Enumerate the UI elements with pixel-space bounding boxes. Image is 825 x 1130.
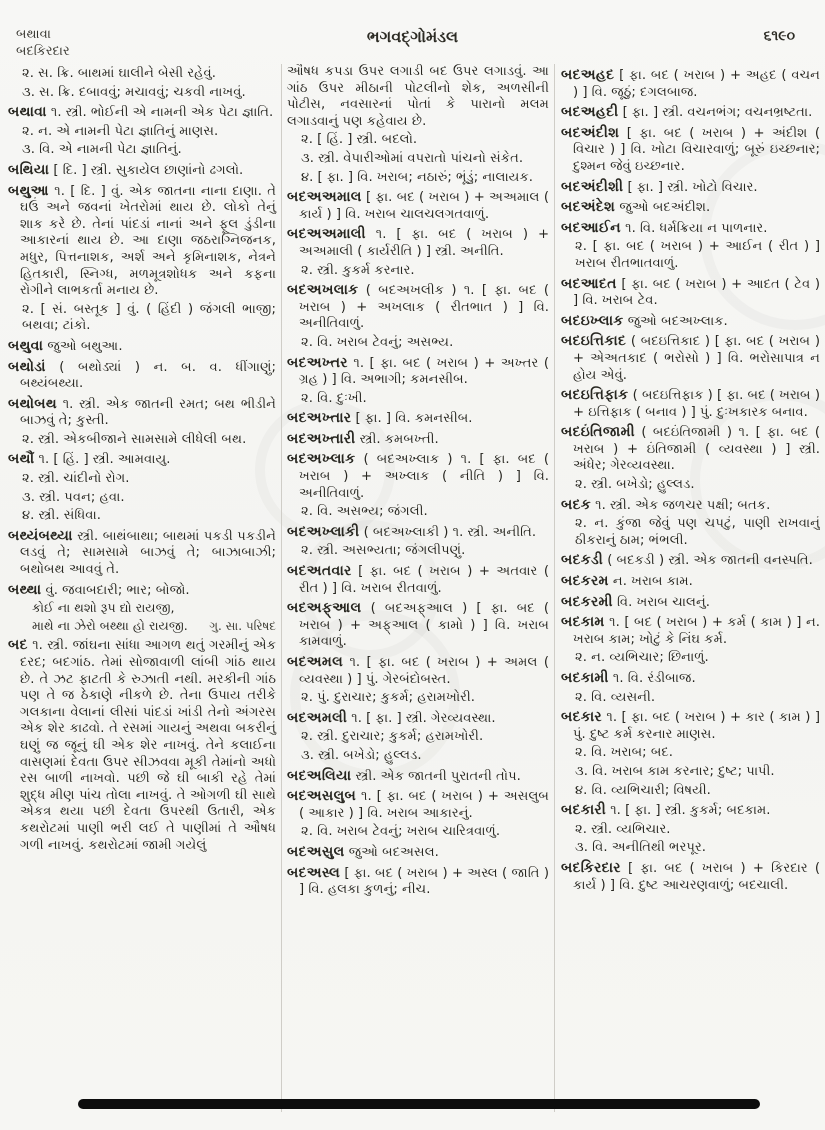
page-number: ૬૧૯૦ (763, 28, 795, 44)
headword: બદઅમલી (287, 709, 348, 726)
headword: બદકરમી (561, 593, 613, 610)
headword: બદઆદત (561, 275, 617, 292)
dictionary-line: ૩. વિ. ખરાબ કામ કરનાર; દુષ્ટ; પાપી. (575, 763, 775, 779)
dictionary-entry: બથૌં ૧. [ હિં. ] સ્ત્રી. આમવાયુ. (8, 451, 171, 468)
headword: બદઅસલુબ (287, 788, 357, 805)
dictionary-entry: બદઅલિયા સ્ત્રી. એક જાતની પુરાતની તોપ. (287, 767, 521, 784)
headword: બદઇખ્લાક (561, 312, 624, 329)
dictionary-line: ૨. વિ. ખરાબ ટેવનું; ખરાબ ચારિત્રવાળું. (301, 824, 501, 840)
dictionary-entry: બદઅખ્તર ૧. [ ફા. બદ ( ખરાબ ) + અખ્તર ( ગ્રહ ) ] વિ. અભાગી; કમનસીબ. (287, 354, 549, 388)
headword: બદઅખ્તારી (287, 430, 356, 447)
dictionary-entry: બદઅસ્લ [ ફા. બદ ( ખરાબ ) + અસ્લ ( જાતિ ) ] વિ. હલકા કુળનું; નીચ. (287, 864, 550, 898)
dictionary-line: ૨. [ સં. બસ્તૂક ] વું. ( હિંદી ) જંગલી ભાજી; બથવા; ટાંકો. (22, 301, 276, 334)
headword: બદઅઅમાલી (287, 226, 366, 243)
headword: બદકામી (561, 670, 609, 686)
dictionary-entry: બદઅંદીશ [ ફા. બદ ( ખરાબ ) + અંદીશ ( વિચાર ) ] વિ. ખોટા વિચારવાળું; બૂરું ઇચ્છનાર; દુશ્મન જેવું ઇચ્છનાર. (561, 124, 820, 174)
dictionary-entry: બદઅખલાક ( બદઅખલીક ) ૧. [ ફા. બદ ( ખરાબ ) + અખલાક ( રીતભાત ) ] વિ. અનીતિવાળું. (287, 282, 549, 332)
dictionary-line: ૨. [ હિં. ] સ્ત્રી. બદલો. (301, 132, 418, 148)
dictionary-entry: બથોબથ ૧. સ્ત્રી. એક જાતની રમત; બથ ભીડીને બાઝવું તે; કુસ્તી. (8, 395, 276, 429)
column-3 (554, 64, 820, 1112)
page-title: ભગવદ્ગોમંડલ (366, 27, 459, 46)
dictionary-entry: બદઅખ્તારી સ્ત્રી. કમબખ્તી. (287, 430, 439, 447)
headword: બદઅહદ (561, 67, 615, 83)
dictionary-line: ૨. પું. દુરાચાર; કુકર્મ; હરામખોરી. (301, 690, 475, 706)
column-2 (281, 64, 554, 1112)
citation-source: ગુ. સા. પરિષદ (209, 618, 276, 633)
dictionary-entry: બથોડાં ( બથોડ્યાં ) ન. બ. વ. ધીંગાણું; બથ્યંબથ્યા. (8, 358, 276, 392)
headword: બદઅઅમાલ (287, 189, 362, 206)
dictionary-entry: બથુવા જુઓ બથુઆ. (8, 337, 123, 354)
dictionary-line: માથે ના ઝેરો બથ્થા હો રાયજી. ગુ. સા. પરિષદ (32, 617, 276, 633)
headword: બદઅખલાક (287, 282, 359, 299)
dictionary-line: ૩. સ્ત્રી. પવન; હવા. (22, 489, 125, 505)
dictionary-line: ૪. વિ. વ્યભિચારી; વિષયી. (575, 782, 711, 798)
headword: બદઇત્તિફાક (561, 387, 629, 404)
dictionary-entry: બદઇંતિજામી ( બદઇંતિજામી ) ૧. [ ફા. બદ ( ખરાબ ) + ઇંતિજામી ( વ્યવસ્થા ) ] સ્ત્રી. અંધેર; ગેરવ્યવસ્થા. (561, 424, 820, 474)
dictionary-line: ૨. સ્ત્રી. એકબીજાને સામસામે લીધેલી બથ. (22, 431, 247, 447)
headword: બદઅંદેશ (561, 199, 616, 216)
headword: બથુવા (8, 337, 44, 354)
dictionary-line: ૨. વિ. વ્યસની. (575, 689, 656, 705)
headword: બદઅખ્તાર (287, 410, 352, 427)
headword: બદઅંદીશ (561, 124, 620, 141)
dictionary-line: ૨. સ્ત્રી. બખેડો; હુલ્લડ. (575, 477, 695, 493)
dictionary-entry: બદકરમી વિ. ખરાબ ચાલનું. (561, 593, 710, 610)
dictionary-entry: બદઅહદ [ ફા. બદ ( ખરાબ ) + અહદ ( વચન ) ] વિ. જૂઠું; દગલબાજ. (561, 67, 820, 100)
dictionary-line: ૨. સ્ત્રી. દુરાચાર; કુકર્મ; હરામખોરી. (301, 729, 484, 745)
dictionary-line: ૨. સ્ત્રી. ચાંદીનો રોગ. (22, 471, 130, 487)
dictionary-line: ૩. સ. ક્રિ. દબાવવું; મચાવવું; ચકવી નાખવું. (22, 84, 246, 100)
dictionary-entry: બદઅસુલ જુઓ બદઅસલ. (287, 843, 439, 860)
headword: બદઆઈન (561, 219, 621, 236)
dictionary-entry: બદઇત્તિફાક ( બદઇત્તિફાક ) [ ફા. બદ ( ખરાબ ) + ઇત્તિફાક ( બનાવ ) ] પું. દુઃખકારક બનાવ. (561, 387, 820, 420)
dictionary-entry: બદઅખ્લાક ( બદઅખ્લાક ) ૧. [ ફા. બદ ( ખરાબ ) + અખ્લાક ( નીતિ ) ] વિ. અનીતિવાળું. (287, 451, 549, 501)
dictionary-entry: બથાવા ૧. સ્ત્રી. ભોઈની એ નામની એક પેટા જ્ઞાતિ. (8, 104, 274, 121)
guide-word-top: બથાવા (16, 27, 51, 42)
dictionary-line: ઔષધ કપડા ઉપર લગાડી બદ ઉપર લગાડવું. આ ગાંઠ ઉપર મીઠાની પોટલીનો શેક, અળસીની પોટીસ, નવસારનાં પોતાં કે પારાનો મલમ લગાડવાનું પણ કહેવાય છે. (287, 64, 549, 129)
dictionary-entry: બદઅમલ ૧. [ ફા. બદ ( ખરાબ ) + અમલ ( વ્યવસ્થા ) ] પું. ગેરબંદોબસ્ત. (287, 654, 549, 687)
dictionary-entry: બદઅંદેશ જુઓ બદઅંદીશ. (561, 199, 711, 216)
headword: બદકામ (561, 614, 605, 631)
dictionary-entry: બદઅખ્લાકી ( બદઅખ્લાકી ) ૧. સ્ત્રી. અનીતિ. (287, 523, 537, 540)
dictionary-entry: બદકિરદાર [ ફા. બદ ( ખરાબ ) + કિરદાર ( કાર્ય ) ] વિ. દુષ્ટ આચરણવાળું; બદચાલી. (561, 859, 820, 893)
headword: બદકારી (561, 802, 607, 819)
dictionary-entry: બદ ૧. સ્ત્રી. જાંઘના સાંધા આગળ થતું ગરમીનું એક દરદ; બદગાંઠ. તેમાં સોજાવાળી લાંબી ગાંઠ થાય છે. તે ઝટ ફાટતી કે રુઝાતી નથી. મરકીની ગાંઠ પણ તે જ ઠેકાણે નીકળે છે. તેના ઉપાય તરીકે ગલકાના વેલાનાં લીસાં પાંદડાં ખાંડી તેનો અંગરસ એક શેર કાઢવો. તે રસમાં ગાયનું અથવા બકરીનું ઘણું જ જૂનું ઘી એક શેર નાખવું. તેને કલાઈના વાસણમાં દેવતા ઉપર સીઝવવા મૂકી તેમાંનો અધો રસ બાળી નાખવો. પછી જે ઘી બાકી રહે તેમાં શુદ્ધ મીણ પાંચ તોલા નાખવું. તે ઓગળી ઘી સાથે એકત્ર થયા પછી દેવતા ઉપરથી ઉતારી, એક કથરોટમાં પાણી ભરી લઈ તે પાણીમાં તે ઔષધ ગળી નાખવું. કથરોટમાં જામી ગયેલું (8, 637, 277, 853)
dictionary-entry: બથ્યંબથ્યા સ્ત્રી. બાથંબાથા; બાથમાં પકડી પકડીને લડવું તે; સામસામે બાઝવું તે; બાઝાબાઝી; બથોબથ આવવું તે. (8, 527, 276, 578)
dictionary-line: ૨. ન. વ્યભિચાર; છિનાળું. (575, 650, 709, 666)
dictionary-line: ૩. વિ. અનીતિથી ભરપૂર. (575, 840, 706, 856)
headword: બથોબથ (8, 395, 57, 412)
headword: બથૌં (8, 451, 35, 468)
dictionary-entry: બદઅફ્આલ ( બદઅફ્આલ ) [ ફા. બદ ( ખરાબ ) + અફ્આલ ( કામો ) ] વિ. ખરાબ કામવાળું. (287, 600, 549, 650)
guide-word-bottom: બદકિરદાર (16, 44, 70, 59)
dictionary-entry: બથિયા [ દિ. ] સ્ત્રી. સુકાયેલ છાણાંનો ઢગલો. (8, 161, 244, 178)
dictionary-line: ૨. સ્ત્રી. અસભ્યતા; જંગલીપણું. (301, 543, 466, 559)
headword: બથુઆ (8, 182, 49, 199)
dictionary-line: ૨. વિ. ખરાબ; બદ. (575, 745, 673, 761)
headword: બદઅસુલ (287, 843, 345, 860)
dictionary-entry: બદઇખ્લાક જુઓ બદઅખ્લાક. (561, 312, 728, 329)
dictionary-line: ૩. સ્ત્રી. બખેડો; હુલ્લડ. (301, 747, 422, 763)
dictionary-entry: બદઅતવાર [ ફા. બદ ( ખરાબ ) + અતવાર ( રીત ) ] વિ. ખરાબ રીતવાળું. (287, 563, 549, 596)
headword: બદઅસ્લ (287, 864, 341, 881)
column-1 (8, 64, 281, 1112)
dictionary-line: ૩. વિ. એ નામની પેટા જ્ઞાતિનું. (22, 142, 182, 158)
headword: બદકિરદાર (561, 859, 621, 876)
dictionary-line: કોઈ ના થશો રૂપ દ્યો રાયજી, (32, 600, 175, 616)
headword: બદઅતવાર (287, 563, 352, 580)
dictionary-entry: બદકડી ( બદકડી ) સ્ત્રી. એક જાતની વનસ્પતિ. (561, 552, 813, 569)
dictionary-entry: બથુઆ ૧. [ દિ. ] વું. એક જાતના નાના દાણા. તે ઘઉં અને જવનાં ખેતરોમાં થાય છે. લોકો તેનું શાક કરે છે. તેનાં પાંદડાં નાનાં અને ફૂલ ડુંડીના આકારનાં થાય છે. આ દાણા જઠરાગ્નિજનક, મધુર, પિત્તનાશક, અર્શ અને કૃમિનાશક, નેત્રને હિતકારી, સ્નિગ્ધ, મળમૂત્રશોધક અને કફના રોગીને લાભકર્તા મનાય છે. (8, 182, 276, 299)
dictionary-line: ૨. સ. ક્રિ. બાથમાં ઘાલીને બેસી રહેવું. (22, 66, 216, 81)
headword: બથોડાં (8, 358, 46, 375)
headword: બદઅહદી (561, 104, 619, 121)
headword: બદઅલિયા (287, 767, 352, 784)
dictionary-entry: બદઅહદી [ ફા. ] સ્ત્રી. વચનભંગ; વચનભ્રષ્ટતા. (561, 104, 813, 121)
dictionary-entry: બદકામ ૧. [ બદ ( ખરાબ ) + કર્મ ( કામ ) ] ન. ખરાબ કામ; ખોટું કે નિંઘ કર્મ. (561, 614, 820, 647)
headword: બદઇંતિજામી (561, 424, 635, 441)
page-header (0, 26, 825, 66)
text-columns (8, 64, 820, 1112)
dictionary-entry: બદકરમ ન. ખરાબ કામ. (561, 573, 693, 590)
headword: બદઅખ્તર (287, 354, 348, 371)
dictionary-entry: બદઆદત [ ફા. બદ ( ખરાબ ) + આદત ( ટેવ ) ] વિ. ખરાબ ટેવ. (561, 275, 820, 309)
headword: બદકરમ (561, 573, 609, 590)
dictionary-entry: બદક ૧. સ્ત્રી. એક જળચર પક્ષી; બતક. (561, 496, 771, 513)
headword: બદઅંદીશી (561, 178, 624, 195)
headword: બદકડી (561, 552, 603, 569)
dictionary-line: ૨. વિ. અસભ્ય; જંગલી. (301, 504, 428, 520)
dictionary-entry: બદઅંદીશી [ ફા. ] સ્ત્રી. ખોટો વિચાર. (561, 178, 758, 195)
dictionary-entry: બથ્થા વું. જવાબદારી; ભાર; બોજો. (8, 581, 190, 598)
dictionary-entry: બદકારી ૧. [ ફા. ] સ્ત્રી. કુકર્મ; બદકામ. (561, 802, 771, 819)
headword: બદઅખ્લાક (287, 451, 356, 468)
dictionary-line: ૪. સ્ત્રી. સંધિવા. (22, 508, 101, 524)
dictionary-line: ૨. સ્ત્રી. વ્યભિચાર. (575, 821, 671, 837)
dictionary-line: ૨. સ્ત્રી. કુકર્મ કરનાર. (301, 262, 415, 278)
headword: બથ્યંબથ્યા (8, 527, 73, 544)
dictionary-line: ૨. ન. કુંજા જેવું પણ ચપટું, પાણી રાખવાનું ઠીકરાનું ઠામ; ભંભલી. (575, 516, 820, 548)
dictionary-line: ૨. ન. એ નામની પેટા જ્ઞાતિનું માણસ. (22, 123, 219, 139)
dictionary-entry: બદઅખ્તાર [ ફા. ] વિ. કમનસીબ. (287, 410, 473, 427)
headword: બદકાર (561, 709, 602, 726)
scan-artifact-bar (78, 1099, 760, 1109)
dictionary-line: ૪. [ ફા. ] વિ. ખરાબ; નઠારું; ભૂંડું; નાલાયક. (301, 169, 533, 185)
dictionary-entry: બદઇત્તિકાદ ( બદઇત્તિકાદ ) [ ફા. બદ ( ખરાબ ) + એઅતકાદ ( ભરોસો ) ] વિ. ભરોસાપાત્ર ન હોય એવું. (561, 333, 820, 383)
dictionary-entry: બદઆઈન ૧. વિ. ધર્મક્રિયા ન પાળનાર. (561, 219, 768, 236)
dictionary-line: ૩. સ્ત્રી. વેપારીઓમાં વપરાતો પાંચનો સંકેત. (301, 150, 524, 166)
headword: બદઅફ્આલ (287, 600, 362, 617)
dictionary-entry: બદઅમલી ૧. [ ફા. ] સ્ત્રી. ગેરવ્યવસ્થા. (287, 709, 496, 726)
dictionary-entry: બદઅઅમાલી ૧. [ ફા. બદ ( ખરાબ ) + અઅમાલી ( કાર્યરીતિ ) ] સ્ત્રી. અનીતિ. (287, 226, 549, 259)
headword: બથ્થા (8, 581, 42, 598)
dictionary-entry: બદઅઅમાલ [ ફા. બદ ( ખરાબ ) + અઅમાલ ( કાર્ય ) ] વિ. ખરાબ ચાલચલગતવાળું. (287, 189, 549, 222)
headword: બદઇત્તિકાદ (561, 333, 627, 350)
dictionary-entry: બદઅસલુબ ૧. [ ફા. બદ ( ખરાબ ) + અસલુબ ( આકાર ) ] વિ. ખરાબ આકારનું. (287, 788, 549, 821)
headword: બદક (561, 496, 591, 513)
headword: બથિયા (8, 161, 50, 178)
dictionary-line: ૨. વિ. ખરાબ ટેવનું; અસભ્ય. (301, 334, 454, 350)
headword: બદઅમલ (287, 654, 344, 670)
dictionary-line: ૨. વિ. દુઃખી. (301, 390, 367, 406)
dictionary-entry: બદકાર ૧. [ ફા. બદ ( ખરાબ ) + કાર ( કામ ) ] પું. દુષ્ટ કર્મ કરનાર માણસ. (561, 709, 820, 742)
dictionary-line: ૨. [ ફા. બદ ( ખરાબ ) + આઈન ( રીત ) ] ખરાબ રીતભાતવાળું. (575, 239, 820, 271)
dictionary-entry: બદકામી ૧. વિ. રંડીબાજ. (561, 670, 696, 686)
headword: બદઅખ્લાકી (287, 523, 360, 540)
headword: બથાવા (8, 104, 47, 121)
headword: બદ (8, 637, 28, 654)
